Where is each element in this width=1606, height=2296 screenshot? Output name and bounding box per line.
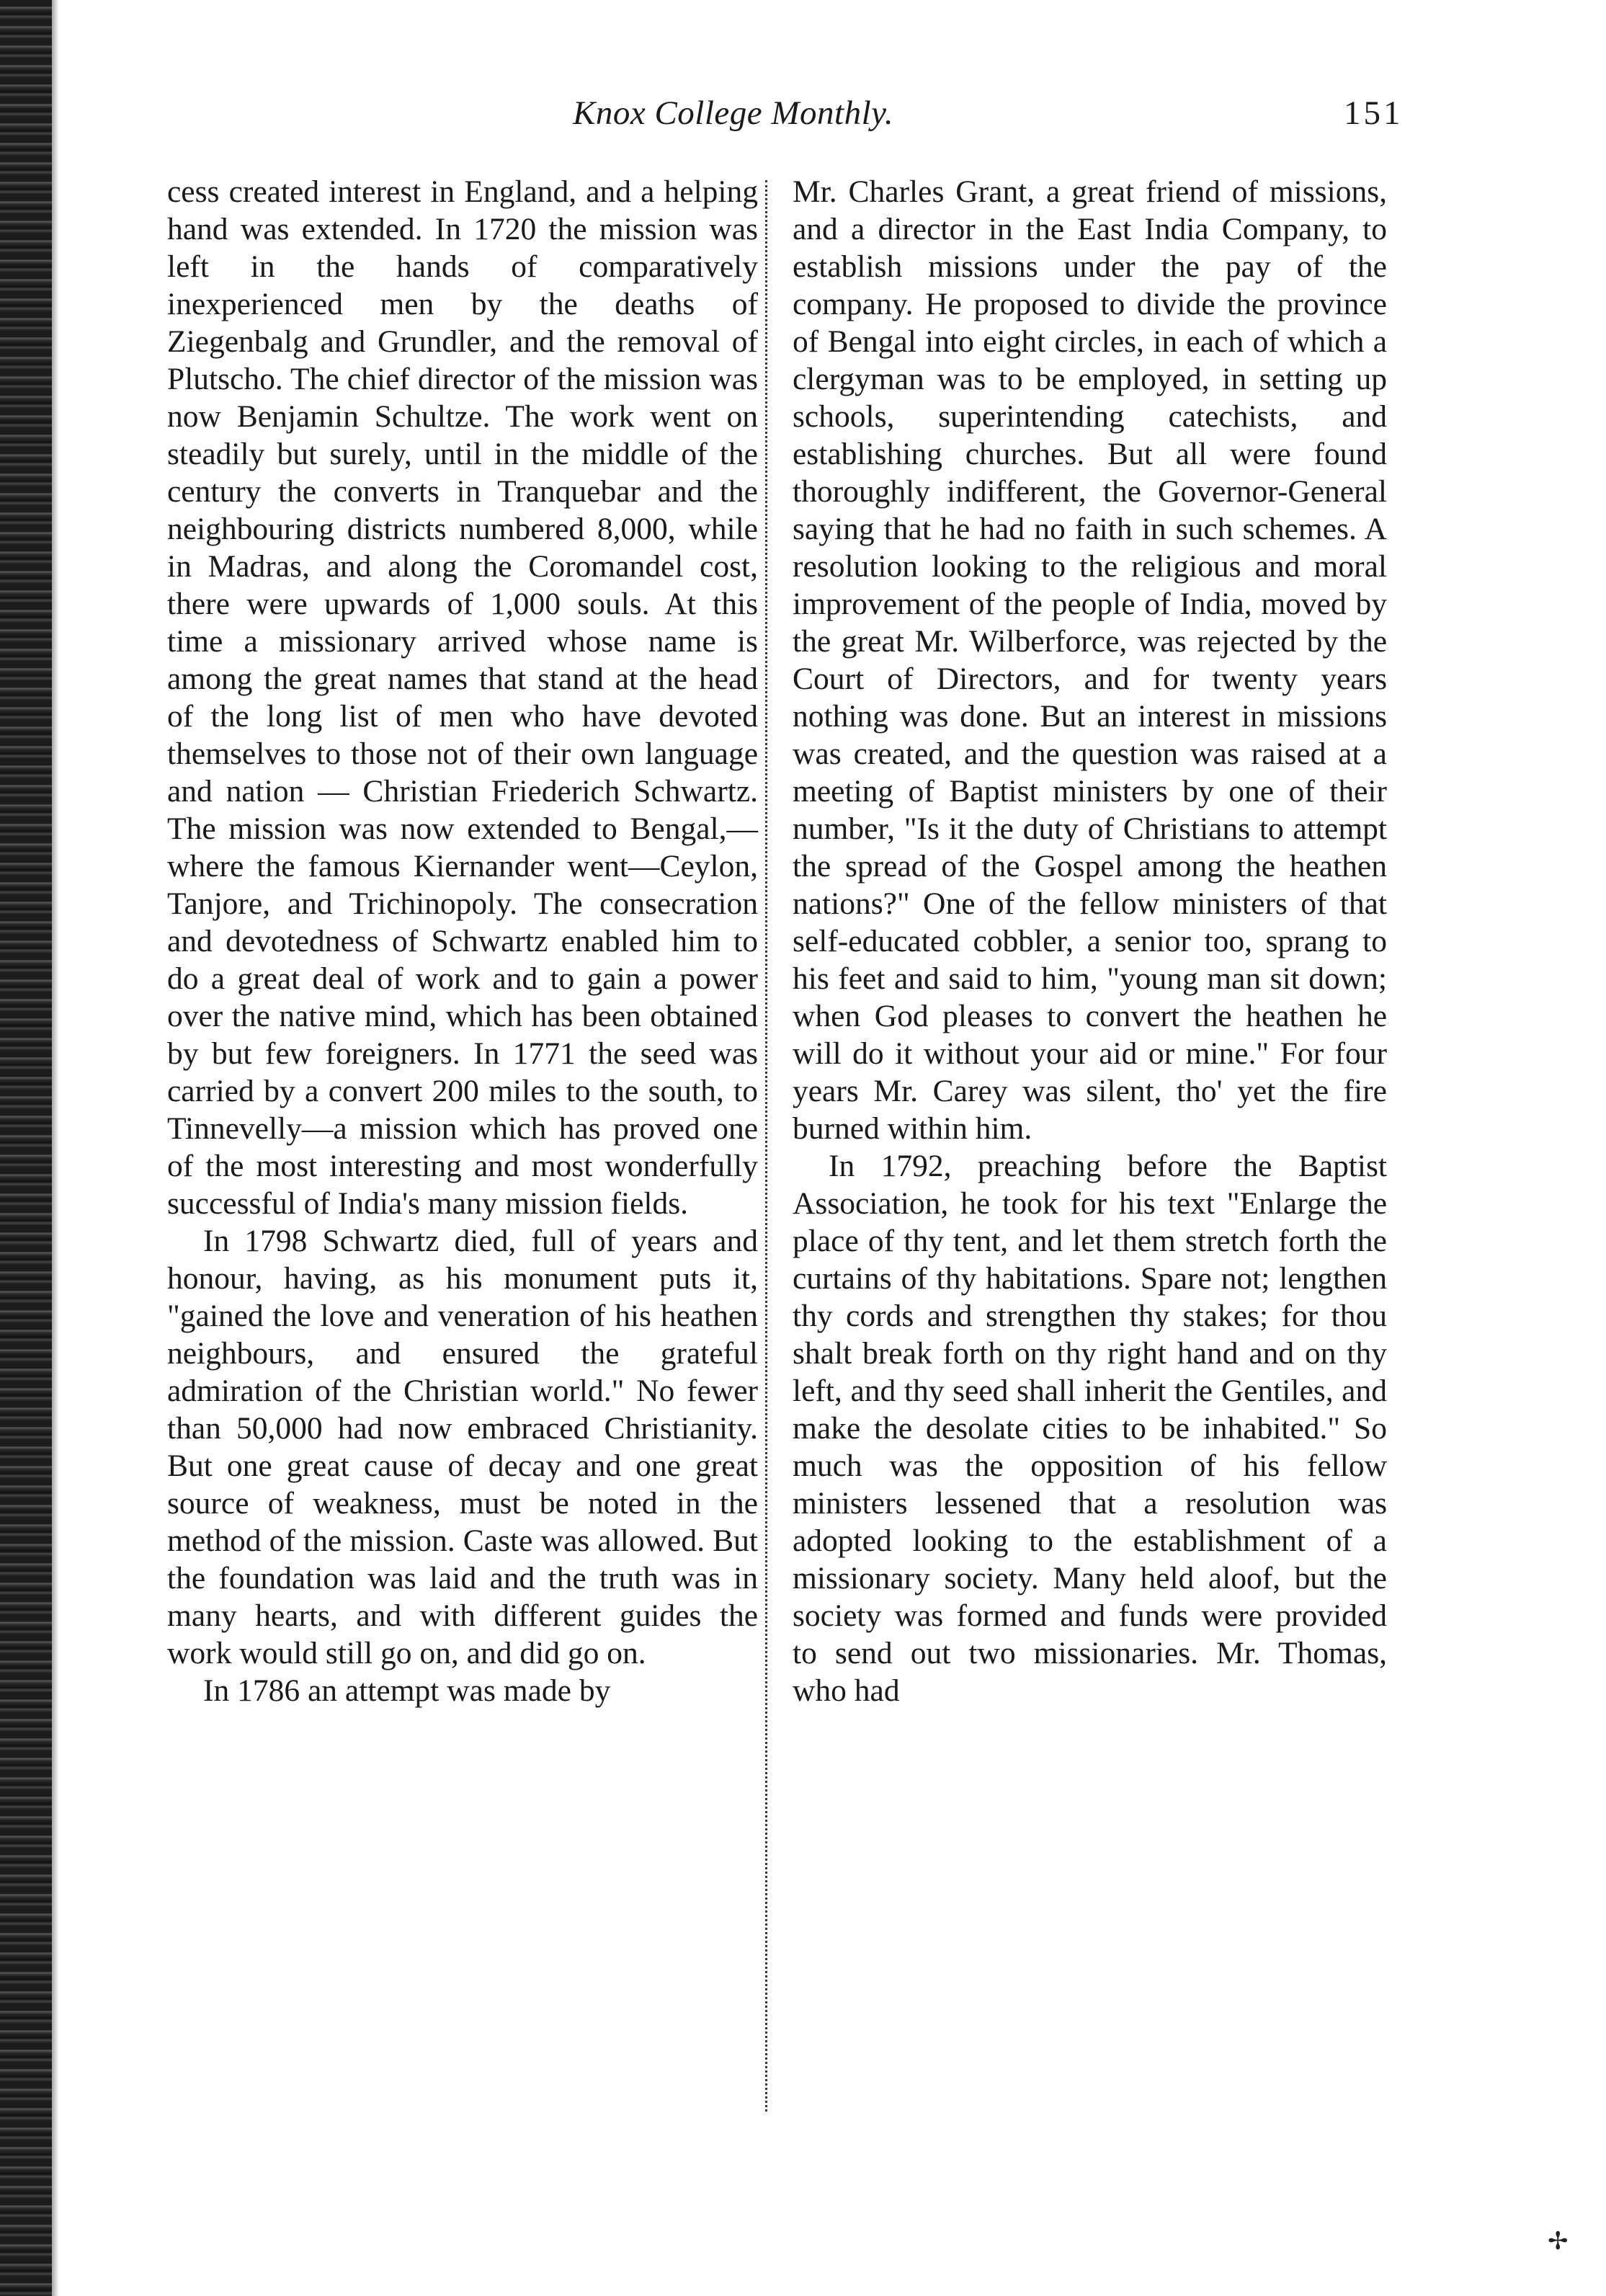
paragraph: In 1792, preaching before the Baptist Association, he took for his text "Enlarge the place of thy tent, and let them stretch forth the curtains of thy habitations. Spare not; lengthen thy cords and strengthen thy stakes; for thou shalt break forth on thy right hand and on thy left, and thy seed shall inherit the Gentiles, and make the desolate cities to be inhabited." So much was the opposition of his fellow ministers lessened that a resolution was adopted looking to the establishment of a missionary society. Many held aloof, but the society was formed and funds were provided to send out two missionaries. Mr. Thomas, who had [793,1149,1387,1708]
column-divider [765,180,767,2112]
left-column [167,173,758,2119]
printer-mark-icon: ✢ [1548,2228,1569,2255]
paragraph: In 1798 Schwartz died, full of years and honour, having, as his monument puts it, "gained the love and veneration of his heathen neighbours, and ensured the grateful admiration of the Christian world." No fewer than 50,000 had now embraced Christianity. But one great cause of decay and one great source of weakness, must be noted in the method of the mission. Caste was allowed. But the foundation was laid and the truth was in many hearts, and with different guides the work would still go on, and did go on. [167,1224,758,1670]
paragraph: Mr. Charles Grant, a great friend of missions, and a director in the East India Company, to establish missions under the pay of the company. He proposed to divide the province of Bengal into eight circles, in each of which a clergyman was to be employed, in setting up schools, superintending catechists, and establishing churches. But all were found thoroughly indifferent, the Governor-General saying that he had no faith in such schemes. A resolution looking to the religious and moral improvement of the people of India, moved by the great Mr. Wilberforce, was rejected by the Court of Directors, and for twenty years nothing was done. But an interest in missions was created, and the question was raised at a meeting of Baptist ministers by one of their number, "Is it the duty of Christians to attempt the spread of the Gospel among the heathen nations?" One of the fellow ministers of that self-educated cobbler, a senior too, sprang to his feet and said to him, "young man sit down; when God pleases to convert the heathen he will do it without your aid or mine." For four years Mr. Carey was silent, tho' yet the fire burned within him. [793,174,1387,1146]
page-binding-edge [0,0,52,2296]
paragraph: cess created interest in England, and a helping hand was extended. In 1720 the mission was left in the hands of comparatively inexperienced men by the deaths of Ziegenbalg and Grundler, and the removal of Plutscho. The chief director of the mission was now Benjamin Schultze. The work went on steadily but surely, until in the middle of the century the converts in Tranquebar and the neighbouring districts numbered 8,000, while in Madras, and along the Coromandel cost, there were upwards of 1,000 souls. At this time a missionary arrived whose name is among the great names that stand at the head of the long list of men who have devoted themselves to those not of their own language and nation — Christian Friederich Schwartz. The mission was now extended to Bengal,—where the famous Kiernander went—Ceylon, Tanjore, and Trichinopoly. The consecration and devotedness of Schwartz enabled him to do a great deal of work and to gain a power over the native mind, which has been obtained by but few foreigners. In 1771 the seed was carried by a convert 200 miles to the south, to Tinnevelly—a mission which has proved one of the most interesting and most wonderfully successful of India's many mission fields. [167,174,758,1221]
running-title: Knox College Monthly. [573,94,894,132]
right-column [793,173,1387,2119]
page-number: 151 [1344,94,1404,132]
paragraph: In 1786 an attempt was made by [203,1673,611,1708]
